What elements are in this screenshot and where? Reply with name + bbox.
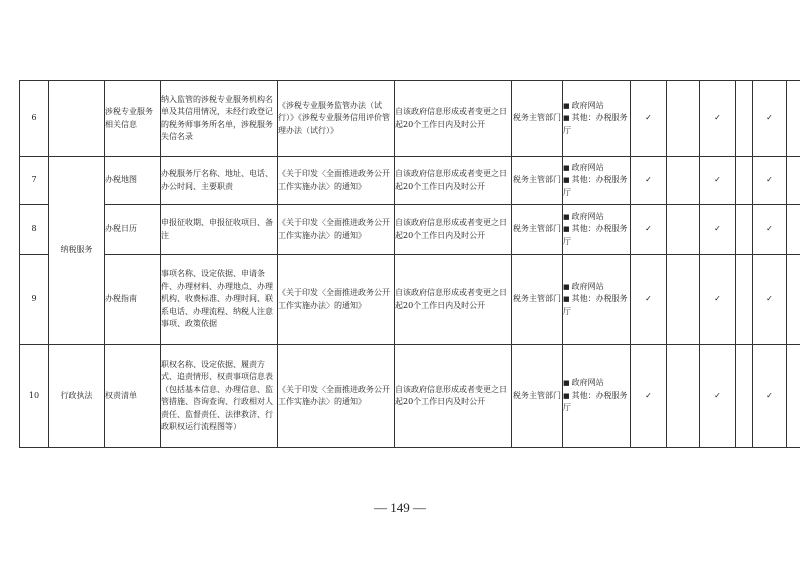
basis-cell: 《涉税专业服务监管办法（试行）》《涉税专业服务信用评价管理办法（试行）》	[278, 81, 395, 157]
subject-cell: 税务主管部门	[512, 157, 563, 205]
check-cell	[667, 345, 700, 448]
channel-1: 政府网站	[571, 378, 604, 388]
check-cell: ✓	[700, 205, 736, 255]
channel-2: 其他：办税服务厅	[563, 224, 628, 246]
check-cell	[787, 345, 800, 448]
channel-cell	[563, 157, 631, 205]
square-bullet-icon: ■	[563, 282, 570, 291]
item-name: 涉税专业服务相关信息	[105, 81, 161, 157]
check-cell: ✓	[700, 157, 736, 205]
check-cell	[667, 157, 700, 205]
check-cell	[787, 81, 800, 157]
square-bullet-icon: ■	[563, 176, 570, 185]
item-name: 办税指南	[105, 255, 161, 345]
check-cell: ✓	[753, 157, 787, 205]
content-cell: 事项名称、设定依据、申请条件、办理材料、办理地点、办理机构、收费标准、办理时间、联系电话、办理流程、纳税人注意事项、政策依据	[161, 255, 278, 345]
channel-2: 其他：办税服务厅	[563, 390, 628, 413]
square-bullet-icon: ■	[563, 163, 570, 172]
table-row	[20, 81, 800, 157]
group-cell: 行政执法	[49, 345, 105, 448]
check-cell	[787, 255, 800, 345]
channel-1: 政府网站	[571, 162, 604, 172]
item-name: 办税地图	[105, 157, 161, 205]
row-number: 9	[20, 255, 49, 345]
check-cell: ✓	[700, 81, 736, 157]
basis-cell: 《关于印发〈全面推进政务公开工作实施办法〉的通知》	[278, 345, 395, 448]
check-cell: ✓	[631, 205, 667, 255]
time-cell: 自该政府信息形成或者变更之日起20个工作日内及时公开	[395, 345, 512, 448]
check-cell	[787, 205, 800, 255]
square-bullet-icon: ■	[563, 114, 570, 123]
content-cell: 办税服务厅名称、地址、电话、办公时间、主要职责	[161, 157, 278, 205]
subject-cell: 税务主管部门	[512, 205, 563, 255]
row-number: 7	[20, 157, 49, 205]
check-cell	[667, 205, 700, 255]
page-number: — 149 —	[374, 500, 426, 515]
square-bullet-icon: ■	[563, 391, 570, 400]
basis-cell: 《关于印发〈全面推进政务公开工作实施办法〉的通知》	[278, 255, 395, 345]
table-row	[20, 255, 800, 345]
content-cell: 申报征收期、申报征收项目、备注	[161, 205, 278, 255]
row-number: 6	[20, 81, 49, 157]
basis-cell: 《关于印发〈全面推进政务公开工作实施办法〉的通知》	[278, 205, 395, 255]
row-number: 10	[20, 345, 49, 448]
channel-cell	[563, 255, 631, 345]
check-cell	[667, 81, 700, 157]
subject-cell: 税务主管部门	[512, 345, 563, 448]
channel-2: 其他：办税服务厅	[563, 294, 628, 316]
item-name: 权责清单	[105, 345, 161, 448]
content-cell: 纳入监管的涉税专业服务机构名单及其信用情况，未经行政登记的税务师事务所名单，涉税服务失信名录	[161, 81, 278, 157]
check-cell	[787, 157, 800, 205]
channel-cell	[563, 345, 631, 448]
time-cell: 自该政府信息形成或者变更之日起20个工作日内及时公开	[395, 205, 512, 255]
channel-2: 其他：办税服务厅	[563, 175, 628, 197]
time-cell: 自该政府信息形成或者变更之日起20个工作日内及时公开	[395, 255, 512, 345]
channel-1: 政府网站	[571, 281, 604, 291]
channel-2: 其他：办税服务厅	[563, 113, 628, 135]
check-cell	[736, 255, 753, 345]
item-name: 办税日历	[105, 205, 161, 255]
subject-cell: 税务主管部门	[512, 81, 563, 157]
check-cell	[736, 205, 753, 255]
check-cell: ✓	[700, 345, 736, 448]
square-bullet-icon: ■	[563, 225, 570, 234]
square-bullet-icon: ■	[563, 212, 570, 221]
channel-cell	[563, 81, 631, 157]
square-bullet-icon: ■	[563, 295, 570, 304]
check-cell: ✓	[631, 255, 667, 345]
disclosure-table	[19, 80, 800, 448]
check-cell	[736, 81, 753, 157]
check-cell: ✓	[753, 205, 787, 255]
check-cell	[667, 255, 700, 345]
check-cell: ✓	[631, 81, 667, 157]
check-cell: ✓	[753, 345, 787, 448]
square-bullet-icon: ■	[563, 379, 570, 388]
basis-cell: 《关于印发〈全面推进政务公开工作实施办法〉的通知》	[278, 157, 395, 205]
group-cell: 纳税服务	[49, 157, 105, 345]
subject-cell: 税务主管部门	[512, 255, 563, 345]
channel-cell	[563, 205, 631, 255]
square-bullet-icon: ■	[563, 101, 570, 110]
check-cell: ✓	[631, 157, 667, 205]
channel-1: 政府网站	[571, 211, 604, 221]
row-number: 8	[20, 205, 49, 255]
check-cell: ✓	[753, 255, 787, 345]
time-cell: 自该政府信息形成或者变更之日起20个工作日内及时公开	[395, 157, 512, 205]
table-row	[20, 157, 800, 205]
check-cell: ✓	[631, 345, 667, 448]
check-cell	[736, 157, 753, 205]
table-row	[20, 205, 800, 255]
check-cell: ✓	[753, 81, 787, 157]
check-cell: ✓	[700, 255, 736, 345]
table-row	[20, 345, 800, 448]
channel-1: 政府网站	[571, 100, 604, 110]
check-cell	[736, 345, 753, 448]
time-cell: 自该政府信息形成或者变更之日起20个工作日内及时公开	[395, 81, 512, 157]
content-cell: 职权名称、设定依据、履责方式、追责情形、权责事项信息表（包括基本信息、办理信息、监管措施、咨询查询、行政相对人责任、监督责任、法律救济、行政职权运行流程图等）	[161, 345, 278, 448]
group-cell	[49, 81, 105, 157]
